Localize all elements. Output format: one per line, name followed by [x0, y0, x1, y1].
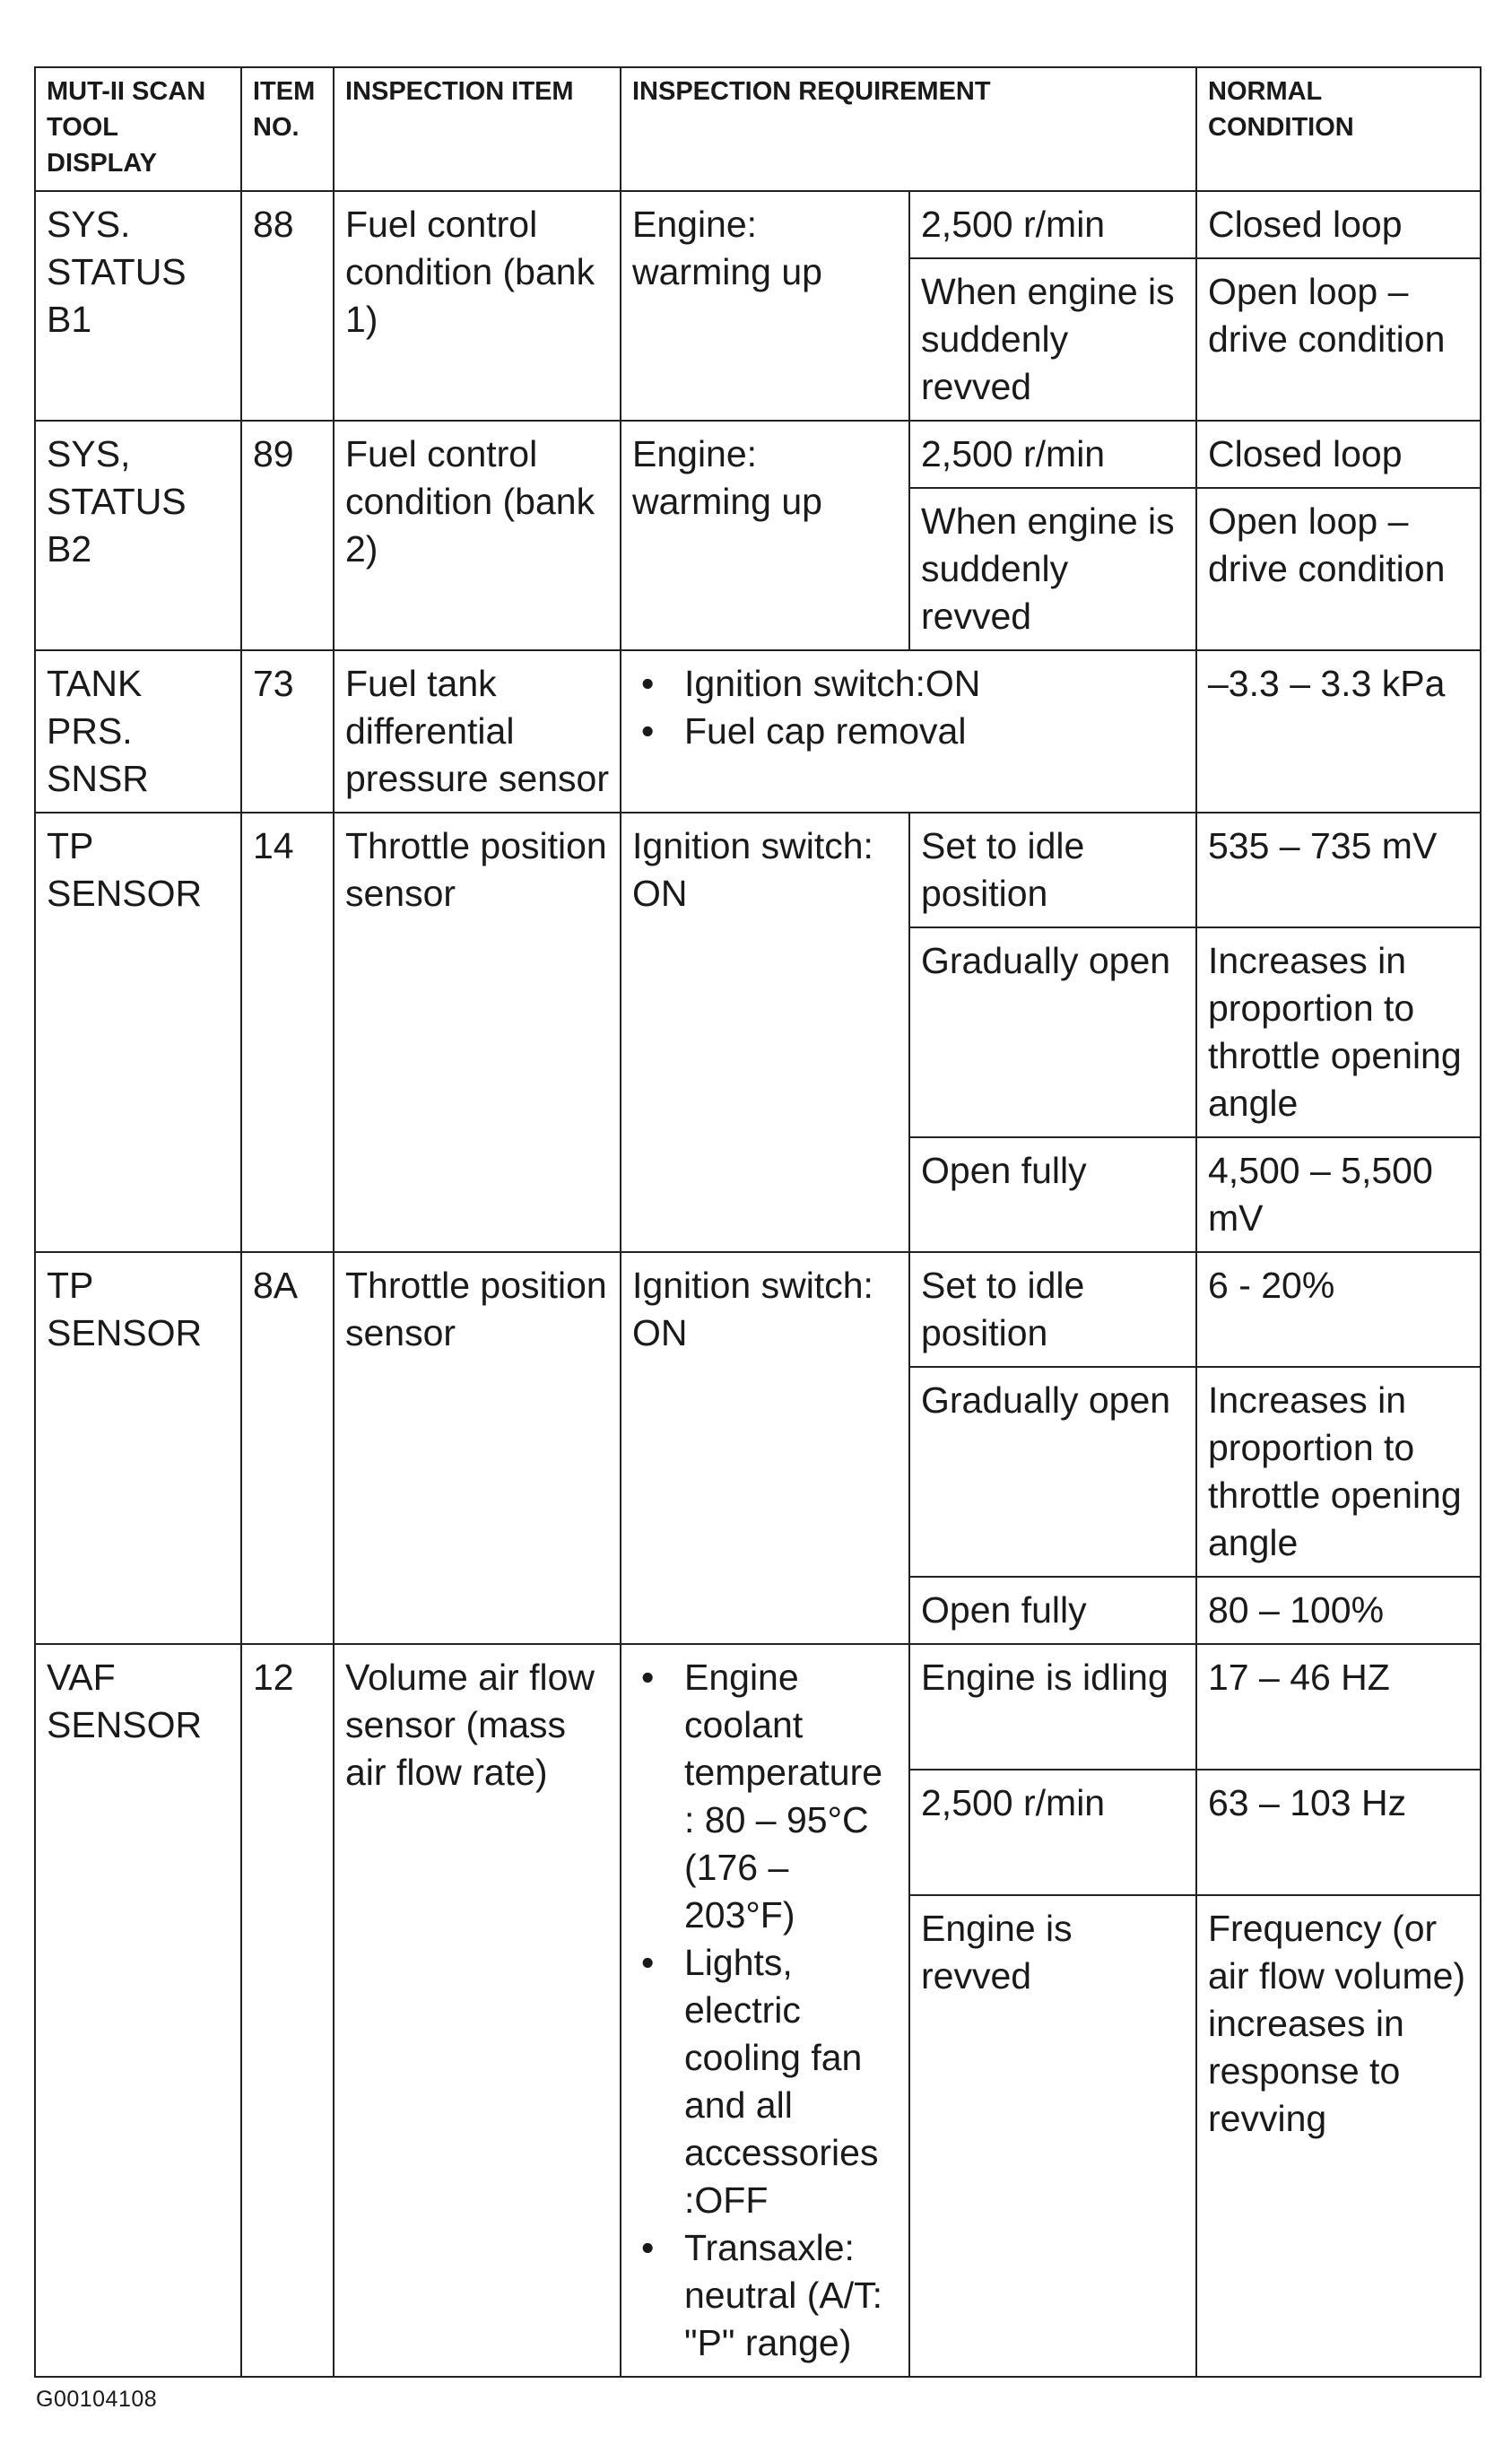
normal-condition-cell: 6 - 20% [1196, 1252, 1481, 1367]
normal-condition-cell: Open loop – drive condition [1196, 258, 1481, 421]
sub-requirement-cell: Open fully [909, 1577, 1196, 1644]
scan-tool-inspection-table [34, 66, 1482, 2378]
inspection-item-cell: Fuel control condition (bank 1) [334, 191, 621, 421]
header-display: MUT-II SCAN TOOL DISPLAY [35, 67, 241, 191]
requirement-bullets-cell [621, 650, 1196, 813]
normal-condition-cell: 4,500 – 5,500 mV [1196, 1137, 1481, 1252]
header-row [35, 67, 1481, 191]
table-row [35, 191, 1481, 258]
display-cell: VAF SENSOR [35, 1644, 241, 2377]
sub-requirement-cell: 2,500 r/min [909, 1770, 1196, 1895]
sub-requirement-cell: Engine is idling [909, 1644, 1196, 1770]
normal-condition-cell: Frequency (or air flow volume) increases in response to revving [1196, 1895, 1481, 2377]
sub-requirement-cell: Gradually open [909, 1367, 1196, 1577]
item-no-cell: 8A [241, 1252, 334, 1644]
header-inspection-item: INSPECTION ITEM [334, 67, 621, 191]
sub-requirement-cell: When engine is suddenly revved [909, 488, 1196, 650]
sub-requirement-cell: 2,500 r/min [909, 191, 1196, 258]
item-no-cell: 12 [241, 1644, 334, 2377]
item-no-cell: 14 [241, 813, 334, 1252]
sub-requirement-cell: Engine is revved [909, 1895, 1196, 2377]
sub-requirement-cell: Set to idle position [909, 813, 1196, 927]
display-cell: TP SENSOR [35, 1252, 241, 1644]
condition-cell: Ignition switch: ON [621, 1252, 909, 1644]
display-cell: SYS, STATUS B2 [35, 421, 241, 650]
display-cell: TP SENSOR [35, 813, 241, 1252]
table-row [35, 1644, 1481, 1770]
condition-cell: Engine: warming up [621, 191, 909, 421]
item-no-cell: 89 [241, 421, 334, 650]
display-cell: TANK PRS. SNSR [35, 650, 241, 813]
sub-requirement-cell: Open fully [909, 1137, 1196, 1252]
requirement-bullets-cell [621, 1644, 909, 2377]
table-row [35, 421, 1481, 488]
header-item-no: ITEM NO. [241, 67, 334, 191]
inspection-item-cell: Throttle position sensor [334, 813, 621, 1252]
sub-requirement-cell: Set to idle position [909, 1252, 1196, 1367]
normal-condition-cell: Open loop – drive condition [1196, 488, 1481, 650]
normal-condition-cell: 17 – 46 HZ [1196, 1644, 1481, 1770]
normal-condition-cell: 63 – 103 Hz [1196, 1770, 1481, 1895]
inspection-table-sheet [34, 66, 1480, 2378]
requirement-bullet-list [632, 1654, 899, 2367]
requirement-bullet: • Fuel cap removal [632, 708, 1186, 755]
sub-requirement-cell: Gradually open [909, 927, 1196, 1137]
item-no-cell: 73 [241, 650, 334, 813]
table-row [35, 650, 1481, 813]
table-row [35, 813, 1481, 927]
inspection-item-cell: Volume air flow sensor (mass air flow rate) [334, 1644, 621, 2377]
header-normal-condition: NORMAL CONDITION [1196, 67, 1481, 191]
display-cell: SYS. STATUS B1 [35, 191, 241, 421]
normal-condition-cell: Increases in proportion to throttle opening angle [1196, 1367, 1481, 1577]
requirement-bullet: • Engine coolant temperature : 80 – 95°C (176 – 203°F) [632, 1654, 899, 1939]
table-row [35, 1252, 1481, 1367]
requirement-bullet: • Ignition switch:ON [632, 660, 1186, 708]
requirement-bullet-list [632, 660, 1186, 755]
inspection-item-cell: Fuel control condition (bank 2) [334, 421, 621, 650]
requirement-bullet: • Lights, electric cooling fan and all accessories :OFF [632, 1939, 899, 2224]
normal-condition-cell: 535 – 735 mV [1196, 813, 1481, 927]
condition-cell: Engine: warming up [621, 421, 909, 650]
normal-condition-cell: Closed loop [1196, 191, 1481, 258]
figure-code: G00104108 [36, 2387, 158, 2412]
normal-condition-cell: 80 – 100% [1196, 1577, 1481, 1644]
normal-condition-cell: Increases in proportion to throttle opening angle [1196, 927, 1481, 1137]
sub-requirement-cell: When engine is suddenly revved [909, 258, 1196, 421]
normal-condition-cell: –3.3 – 3.3 kPa [1196, 650, 1481, 813]
item-no-cell: 88 [241, 191, 334, 421]
inspection-item-cell: Throttle position sensor [334, 1252, 621, 1644]
header-inspection-requirement: INSPECTION REQUIREMENT [621, 67, 1196, 191]
sub-requirement-cell: 2,500 r/min [909, 421, 1196, 488]
requirement-bullet: • Transaxle: neutral (A/T: "P" range) [632, 2224, 899, 2367]
normal-condition-cell: Closed loop [1196, 421, 1481, 488]
condition-cell: Ignition switch: ON [621, 813, 909, 1252]
inspection-item-cell: Fuel tank differential pressure sensor [334, 650, 621, 813]
